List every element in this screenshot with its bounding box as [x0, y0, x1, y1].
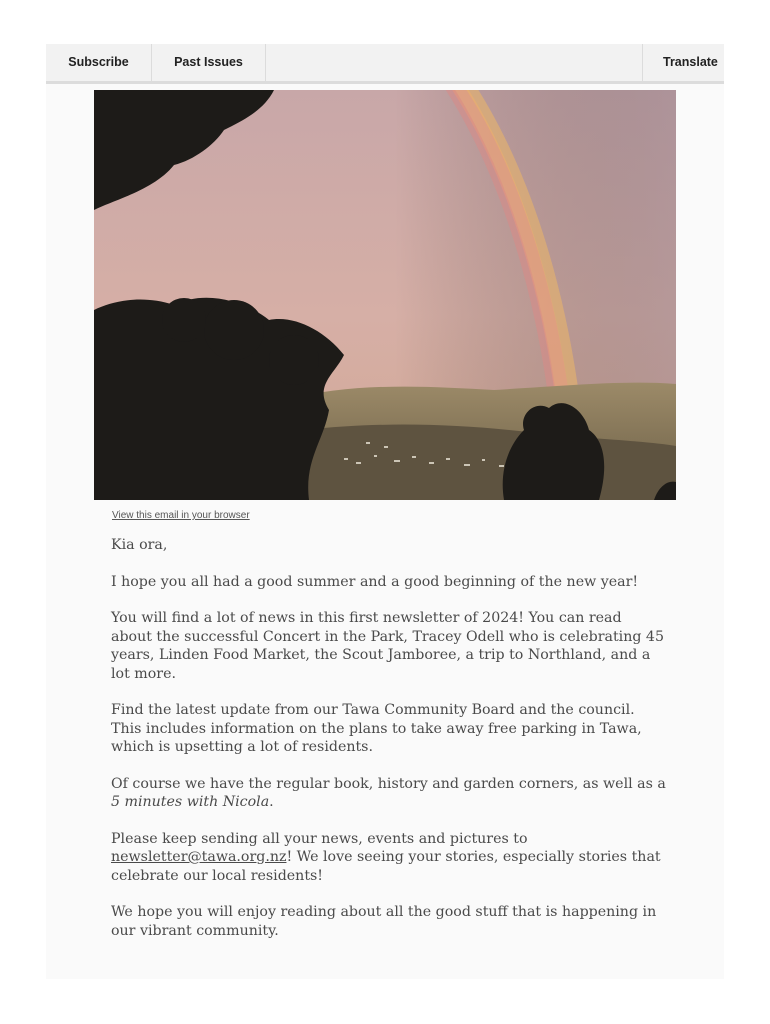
- top-navigation-bar: [46, 44, 724, 84]
- corners-end: .: [269, 794, 274, 810]
- translate-button[interactable]: Translate: [642, 44, 724, 81]
- corners-text: Of course we have the regular book, history and garden corners, as well as a: [111, 775, 666, 792]
- rainbow-landscape-photo-icon: [94, 90, 676, 500]
- paragraph-closing: We hope you will enjoy reading about all the good stuff that is happening in our vibrant community.: [111, 904, 657, 939]
- newsletter-page: [46, 44, 724, 979]
- paragraph-send-news: [111, 830, 666, 886]
- paragraph-community-board: Find the latest update from our Tawa Community Board and the council. This includes information on the plans to take away free parking in Tawa, which is upsetting a lot of residents.: [111, 702, 642, 755]
- paragraph-corners: [111, 775, 666, 812]
- five-minutes-with-nicola: 5 minutes with Nicola: [111, 794, 270, 810]
- paragraph-news: You will find a lot of news in this first newsletter of 2024! You can read about the successful Concert in the Park, Tracey Odell who is celebrating 45 years, Linden Food Market, the Scout Jamboree, a trip to Northland, and a lot more.: [111, 610, 664, 682]
- send-news-end: ! We love seeing your stories, especially stories that celebrate our local residents!: [111, 849, 661, 884]
- send-news-text: Please keep sending all your news, events and pictures to: [111, 830, 528, 847]
- paragraph-summer: I hope you all had a good summer and a good beginning of the new year!: [111, 573, 639, 590]
- view-in-browser-link[interactable]: View this email in your browser: [112, 510, 250, 521]
- newsletter-body: [111, 536, 666, 958]
- greeting: Kia ora,: [111, 537, 168, 553]
- hero-image: [94, 90, 676, 500]
- past-issues-button[interactable]: Past Issues: [152, 44, 266, 81]
- subscribe-button[interactable]: Subscribe: [46, 44, 152, 81]
- newsletter-email-link[interactable]: newsletter@tawa.org.nz: [111, 849, 287, 865]
